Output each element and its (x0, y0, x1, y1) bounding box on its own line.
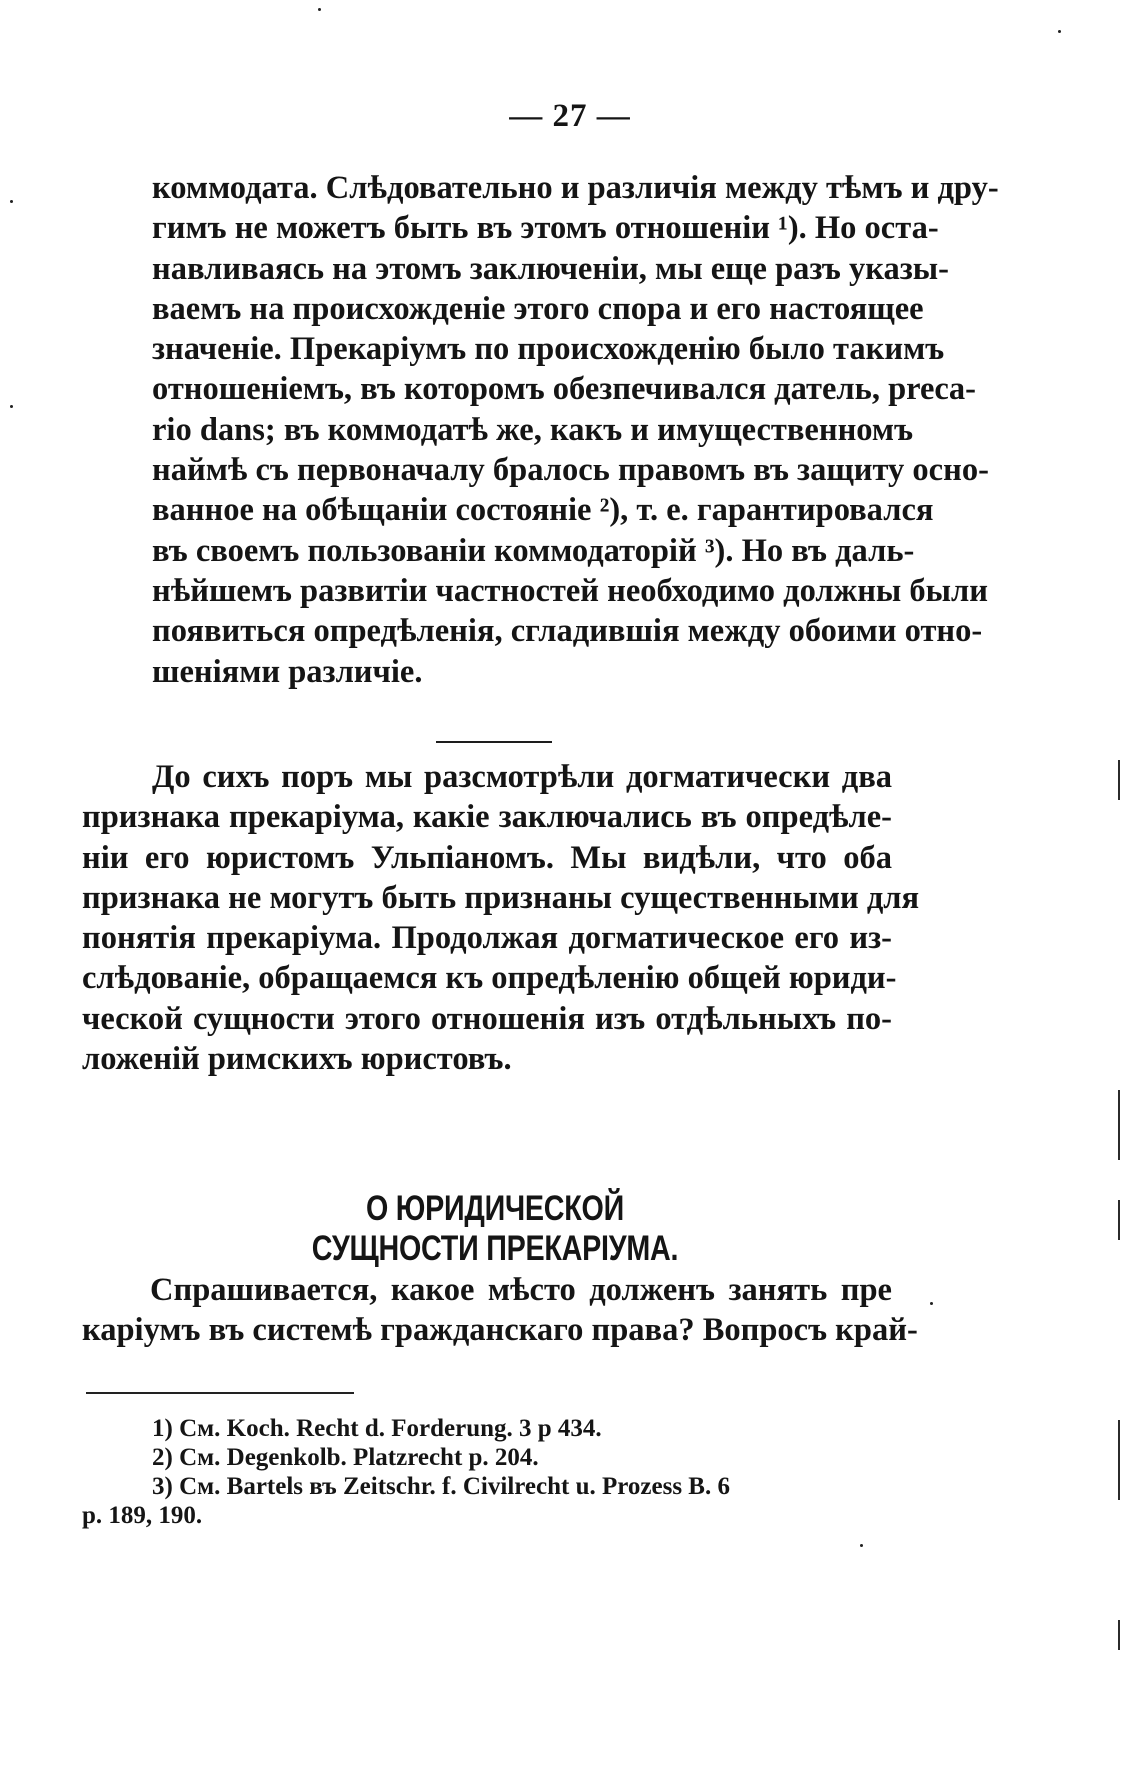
paragraph-2-line-6: слѣдованіе, обращаемся къ опредѣленію общей юриди- (82, 960, 897, 997)
scan-speck (860, 1544, 863, 1547)
scan-speck (930, 1302, 933, 1305)
paragraph-2 (82, 757, 920, 1079)
footnote-1: 1) См. Koch. Recht d. Forderung. 3 p 434. (152, 1415, 602, 1442)
paragraph-1-line-12: появиться опредѣленія, сгладившія между обоими отно- (152, 613, 983, 650)
paragraph-1-line-1: коммодата. Слѣдовательно и различія между тѣмъ и дру- (152, 170, 999, 206)
paragraph-2-line-3: ніи его юристомъ Ульпіаномъ. Мы видѣли, что оба (82, 839, 892, 876)
paragraph-3 (82, 1270, 918, 1351)
paragraph-1-line-11: нѣйшемъ развитіи частностей необходимо должны были (152, 572, 989, 609)
paragraph-2-line-7: ческой сущности этого отношенія изъ отдѣльныхъ по- (82, 1000, 892, 1037)
footnote-3-continuation: p. 189, 190. (82, 1502, 203, 1529)
paragraph-3-line-1: Спрашивается, какое мѣсто долженъ занять пре (150, 1272, 892, 1308)
page-number: — 27 — (509, 98, 631, 134)
scan-speck (10, 405, 13, 408)
footnote-2: 2) См. Degenkolb. Platzrecht p. 204. (152, 1444, 539, 1471)
footnote-rule (86, 1392, 354, 1394)
scan-edge-mark (1118, 1420, 1120, 1500)
paragraph-1-line-8: наймѣ съ первоначалу бралось правомъ въ защиту осно- (152, 452, 989, 489)
scan-speck (10, 200, 13, 203)
paragraph-1-line-6: отношеніемъ, въ которомъ обезпечивался датель, preca- (152, 371, 976, 408)
scan-edge-mark (1118, 1090, 1120, 1160)
paragraph-2-line-8: ложеній римскихъ юристовъ. (82, 1041, 512, 1078)
paragraph-1-line-7: rio dans; въ коммодатѣ же, какъ и имущественномъ (152, 411, 914, 448)
paragraph-1 (82, 168, 999, 692)
paragraph-1-line-4: ваемъ на происхожденіе этого спора и его настоящее (152, 290, 924, 327)
paragraph-1-line-2: гимъ не можетъ быть въ этомъ отношеніи ¹). Но оста- (152, 210, 939, 247)
footnote-3: 3) См. Bartels въ Zeitschr. f. Civilrecht u. Prozess B. 6 (152, 1473, 730, 1500)
paragraph-2-line-4: признака не могутъ быть признаны существенными для (82, 879, 920, 916)
scan-speck (318, 8, 321, 11)
scan-edge-mark (1118, 760, 1120, 800)
section-heading: О ЮРИДИЧЕСКОЙ СУЩНОСТИ ПРЕКАРІУМА. (311, 1189, 679, 1269)
paragraph-1-line-5: значеніе. Прекаріумъ по происхожденію было такимъ (152, 331, 945, 368)
scan-edge-mark (1118, 1200, 1120, 1240)
paragraph-1-line-3: навливаясь на этомъ заключеніи, мы еще разъ указы- (152, 250, 949, 287)
paragraph-1-line-9: ванное на обѣщаніи состояніе ²), т. е. гарантировался (152, 492, 934, 529)
paragraph-2-line-5: понятія прекаріума. Продолжая догматическое его из- (82, 920, 892, 957)
paragraph-2-line-2: признака прекаріума, какіе заключались въ опредѣле- (82, 799, 892, 836)
paragraph-1-line-10: въ своемъ пользованіи коммодаторій ³). Но въ даль- (152, 532, 915, 569)
scan-speck (1058, 30, 1061, 33)
section-divider (436, 741, 552, 743)
paragraph-3-line-2: каріумъ въ системѣ гражданскаго права? Вопросъ край- (82, 1312, 918, 1349)
paragraph-2-line-1: До сихъ поръ мы разсмотрѣли догматически два (152, 759, 892, 795)
scan-edge-mark (1118, 1620, 1120, 1650)
footnotes (82, 1414, 912, 1530)
paragraph-1-line-13: шеніями различіе. (152, 653, 423, 690)
